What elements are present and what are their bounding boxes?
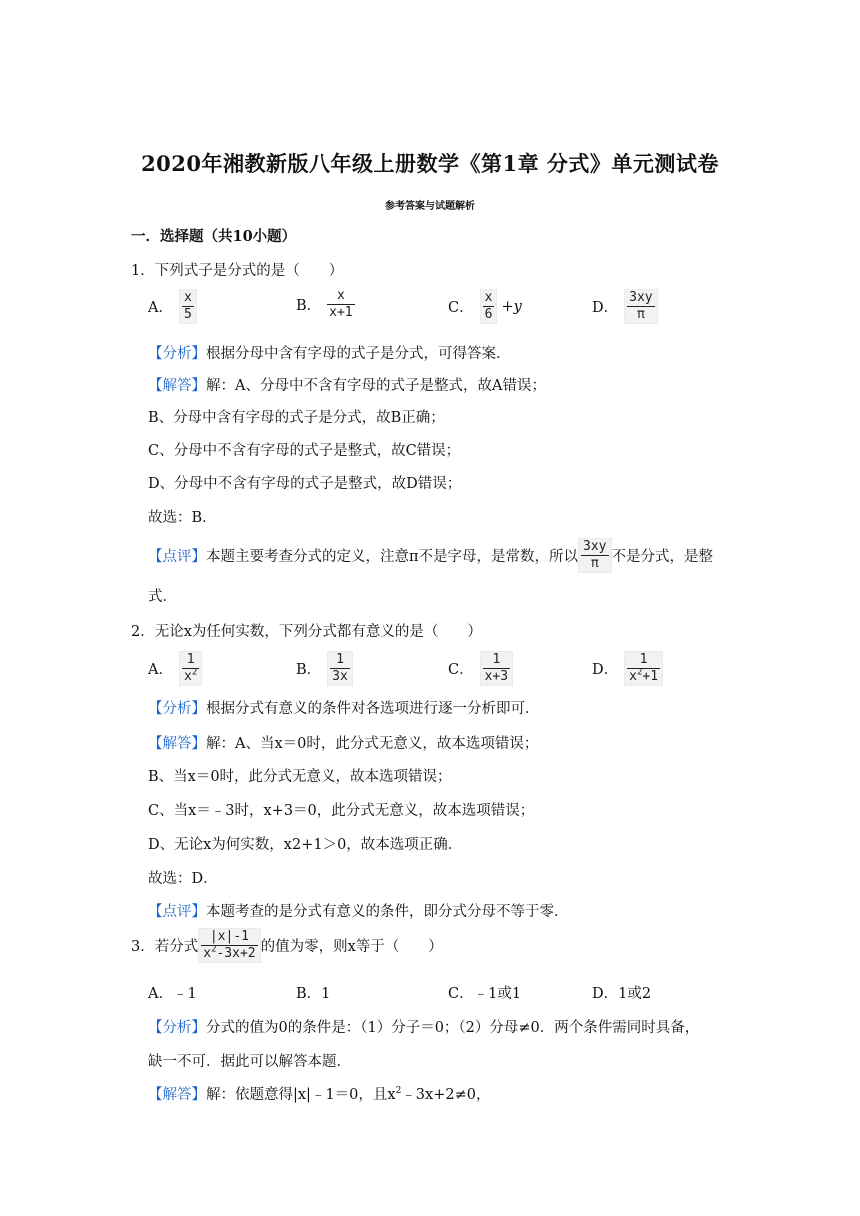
- q1-answer-conclusion: 故选：B．: [148, 510, 217, 526]
- answer-tag: 【解答】: [148, 378, 206, 394]
- comment-tag: 【点评】: [148, 549, 206, 565]
- q1-answer-line: C、分母中不含有字母的式子是整式，故C错误；: [148, 443, 461, 459]
- q1-option-b: [296, 289, 355, 320]
- answer-tag: 【解答】: [148, 1087, 206, 1103]
- option-label: C．: [448, 300, 474, 316]
- fraction-image: $\frac{3xy}{\pi}$: [578, 538, 611, 573]
- q2-answer-line: D、无论x为何实数，x2+1＞0，故本选项正确．: [148, 837, 463, 853]
- fraction-image: $\frac{1}{x^2}$: [179, 651, 202, 686]
- q2-comment: 【点评】本题考查的是分式有意义的条件，即分式分母不等于零．: [148, 904, 569, 920]
- analysis-tag: 【分析】: [148, 1020, 206, 1036]
- q2-option-b: [296, 651, 353, 686]
- q3-option-d: D．1或2: [592, 986, 652, 1002]
- q3-option-c: C．﹣1或1: [448, 986, 522, 1002]
- q1-comment: 【点评】 本题主要考查分式的定义，注意π不是字母，是常数，所以 $\frac{3xy}{\pi}$ 不是分式，是整: [148, 539, 714, 571]
- q2-option-d: [592, 651, 663, 686]
- q1-answer: 【解答】解：A、分母中不含有字母的式子是整式，故A错误；: [148, 378, 546, 394]
- q3-answer: 【解答】解：依题意得|x|﹣1＝0，且$x^2﹣3x+2\ne 0$，: [148, 1086, 491, 1103]
- fraction-image: $\frac{3xy}{\pi}$: [624, 289, 657, 324]
- fraction-image: $\frac{1}{3x}$: [327, 651, 353, 686]
- q3-option-b: B．1: [296, 986, 331, 1002]
- q1-answer-line: D、分母中不含有字母的式子是整式，故D错误；: [148, 476, 462, 492]
- fraction-image: $\frac{x}{6}$: [480, 289, 498, 324]
- fraction-image: $\frac{1}{x^2+1}$: [624, 651, 663, 686]
- q2-answer: 【解答】解：A、当x＝0时，此分式无意义，故本选项错误；: [148, 736, 539, 752]
- fraction-image: $\frac{|x|-1}{x^2-3x+2}$: [198, 928, 260, 963]
- q2-analysis: 【分析】根据分式有意义的条件对各选项进行逐一分析即可．: [148, 701, 540, 717]
- q1-comment-cont: 式．: [148, 589, 177, 605]
- option-label: D．: [592, 662, 619, 678]
- comment-tag: 【点评】: [148, 904, 206, 920]
- q3-option-a: A．﹣1: [148, 986, 197, 1002]
- q3-analysis: 【分析】分式的值为0的条件是：（1）分子＝0；（2）分母≠0．两个条件需同时具备，: [148, 1020, 700, 1036]
- option-label: C．: [448, 662, 474, 678]
- page-title: 2020年湘教新版八年级上册数学《第1章 分式》单元测试卷: [141, 151, 719, 176]
- option-suffix: +y: [501, 298, 522, 315]
- option-label: B．: [296, 662, 322, 678]
- q2-option-a: [148, 651, 202, 686]
- q3-analysis-cont: 缺一不可．据此可以解答本题．: [148, 1054, 351, 1070]
- fraction-image: $\frac{x}{5}$: [179, 289, 197, 324]
- fraction-image: $\frac{x}{x+1}$: [329, 288, 353, 320]
- answer-tag: 【解答】: [148, 736, 206, 752]
- page-subtitle: 参考答案与试题解析: [385, 201, 475, 212]
- q1-answer-line: B、分母中含有字母的式子是分式，故B正确；: [148, 410, 445, 426]
- question-2-stem: 2．无论x为任何实数，下列分式都有意义的是（ ）: [131, 624, 482, 640]
- section-heading: 一．选择题（共10小题）: [131, 228, 297, 245]
- fraction-image: $\frac{1}{x+3}$: [480, 651, 513, 686]
- q1-option-d: [592, 289, 658, 324]
- q2-answer-line: C、当x＝﹣3时，x+3＝0，此分式无意义，故本选项错误；: [148, 803, 535, 819]
- q1-option-c: [448, 289, 522, 324]
- q2-option-c: [448, 651, 513, 686]
- question-1-stem: 1．下列式子是分式的是（ ）: [131, 263, 344, 279]
- option-label: B．: [296, 298, 322, 314]
- q2-answer-line: B、当x＝0时，此分式无意义，故本选项错误；: [148, 769, 452, 785]
- analysis-tag: 【分析】: [148, 346, 206, 362]
- q1-option-a: [148, 289, 197, 324]
- analysis-tag: 【分析】: [148, 701, 206, 717]
- question-3-stem: 3．若分式 $\frac{|x|-1}{x^2-3x+2}$ 的值为零，则x等于（ ）: [131, 929, 443, 961]
- option-label: D．: [592, 300, 619, 316]
- option-label: A．: [148, 662, 173, 678]
- q1-analysis: 【分析】根据分母中含有字母的式子是分式，可得答案．: [148, 346, 511, 362]
- q2-answer-conclusion: 故选：D．: [148, 871, 218, 887]
- option-label: A．: [148, 300, 173, 316]
